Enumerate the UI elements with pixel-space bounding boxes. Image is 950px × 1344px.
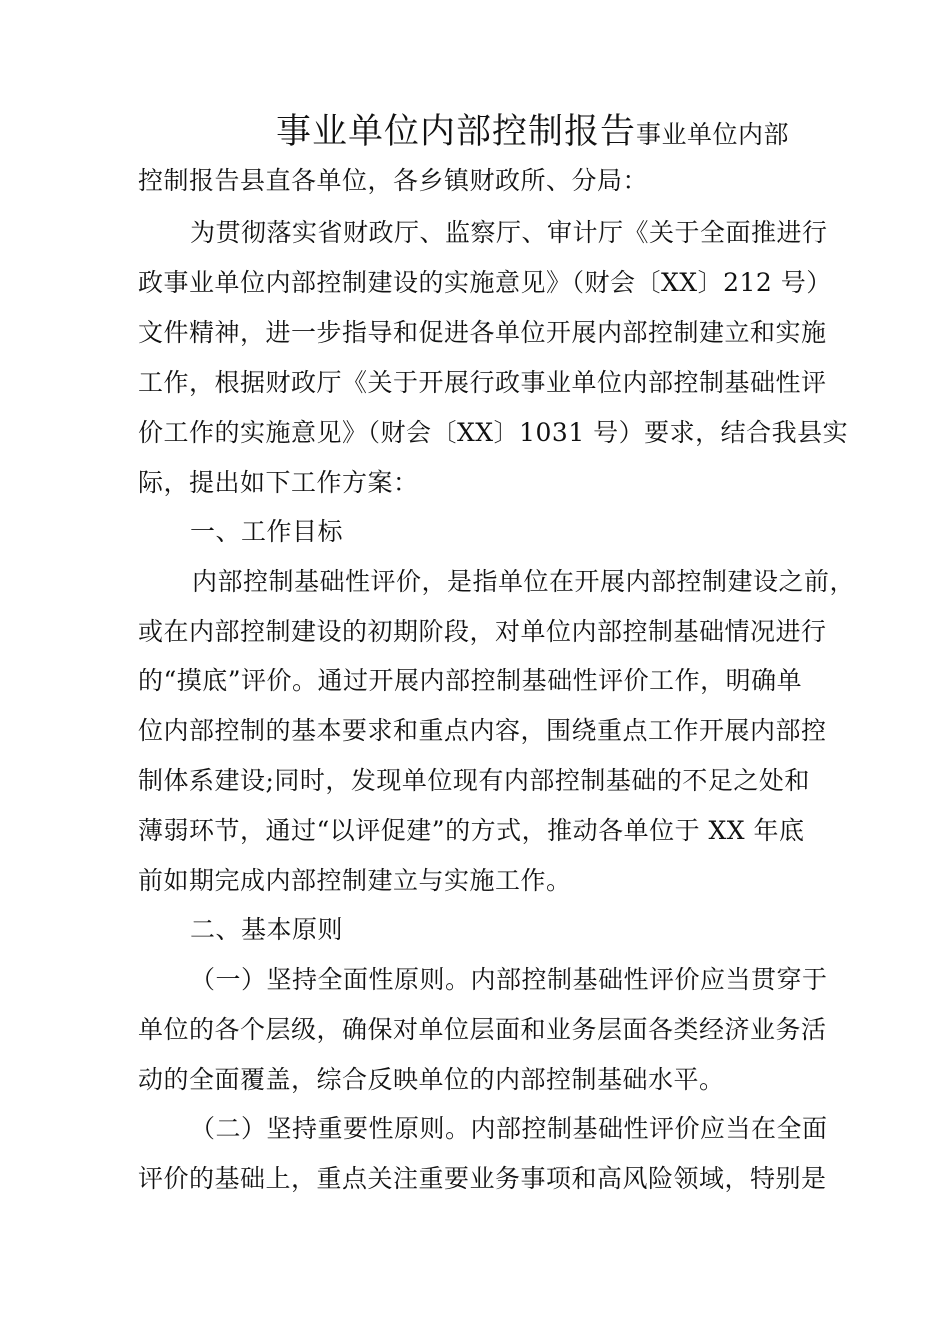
body-line: 工作，根据财政厅《关于开展行政事业单位内部控制基础性评 — [138, 368, 827, 397]
body-line: 为贯彻落实省财政厅、监察厅、审计厅《关于全面推进行 — [190, 218, 828, 247]
body-line: 文件精神，进一步指导和促进各单位开展内部控制建立和实施 — [138, 318, 827, 347]
body-line: 的“摸底”评价。通过开展内部控制基础性评价工作，明确单 — [138, 666, 803, 695]
document-title-line — [276, 104, 789, 154]
body-line: （二）坚持重要性原则。内部控制基础性评价应当在全面 — [190, 1114, 828, 1143]
body-line: 位内部控制的基本要求和重点内容，围绕重点工作开展内部控 — [138, 716, 827, 745]
body-line: 制体系建设;同时，发现单位现有内部控制基础的不足之处和 — [138, 766, 810, 795]
body-line: 控制报告县直各单位，各乡镇财政所、分局： — [138, 166, 649, 195]
body-line: 或在内部控制建设的初期阶段，对单位内部控制基础情况进行 — [138, 617, 827, 646]
section-heading: 二、基本原则 — [190, 915, 344, 944]
body-line: 政事业单位内部控制建设的实施意见》（财会〔XX〕212 号） — [138, 268, 832, 297]
body-line: 际，提出如下工作方案： — [138, 468, 419, 497]
body-line: 薄弱环节，通过“以评促建”的方式，推动各单位于 XX 年底 — [138, 816, 805, 845]
body-line: 价工作的实施意见》（财会〔XX〕1031 号）要求，结合我县实 — [138, 418, 849, 447]
body-line: 前如期完成内部控制建立与实施工作。 — [138, 866, 572, 895]
body-line: （一）坚持全面性原则。内部控制基础性评价应当贯穿于 — [190, 965, 828, 994]
body-line: 动的全面覆盖，综合反映单位的内部控制基础水平。 — [138, 1065, 725, 1094]
body-line: 评价的基础上，重点关注重要业务事项和高风险领域，特别是 — [138, 1164, 827, 1193]
section-heading: 一、工作目标 — [190, 517, 344, 546]
body-line: 内部控制基础性评价，是指单位在开展内部控制建设之前， — [192, 567, 856, 596]
body-line: 单位的各个层级，确保对单位层面和业务层面各类经济业务活 — [138, 1015, 827, 1044]
document-title-tail: 事业单位内部 — [636, 120, 790, 149]
document-title: 事业单位内部控制报告 — [276, 112, 637, 152]
